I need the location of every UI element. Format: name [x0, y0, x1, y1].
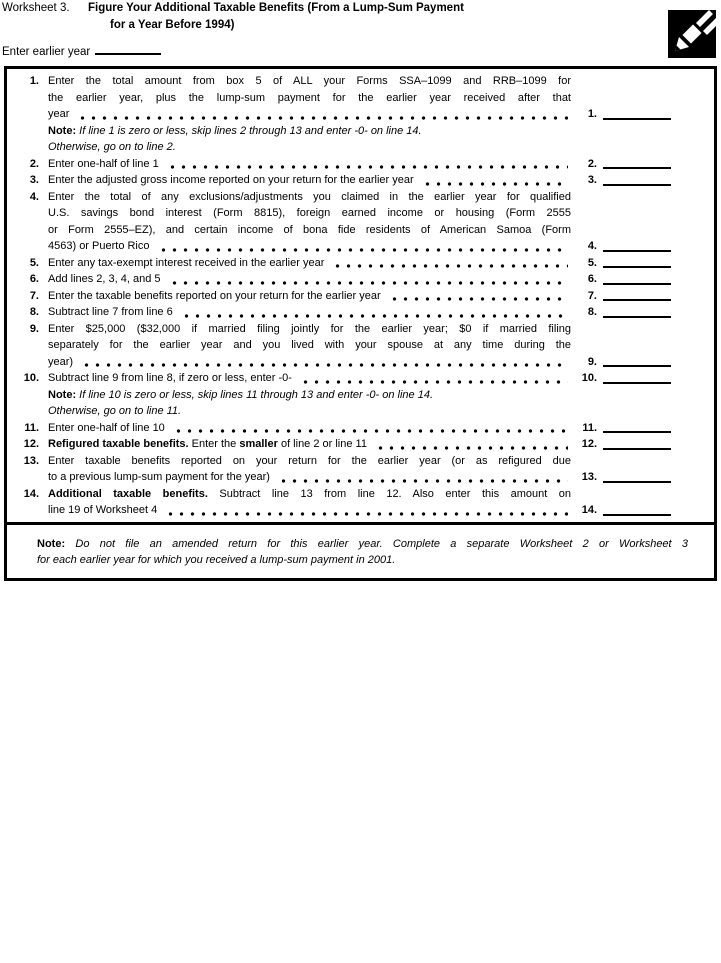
entry-blank: [603, 172, 671, 186]
line-number: 2.: [29, 157, 39, 170]
worksheet-line: [7, 189, 714, 206]
worksheet-line-continuation: [7, 238, 714, 255]
line-text: [48, 238, 571, 255]
line-text: [48, 90, 571, 107]
worksheet-line: [7, 172, 714, 189]
text-segment: Enter the: [188, 438, 240, 450]
worksheet-line: [7, 370, 714, 387]
line-number: [7, 469, 39, 486]
line-number: 8.: [29, 306, 39, 318]
line-number: [7, 387, 39, 404]
worksheet-line-continuation: [7, 222, 714, 239]
text-segment: Subtract line 7 from line 6: [48, 306, 173, 318]
line-text: [48, 337, 571, 354]
entry-cell: [571, 222, 714, 239]
worksheet-line: [7, 453, 714, 470]
text-segment: Do not file an amended return for this earlier year. Complete a separate Worksheet 2 or Worksheet 3: [65, 537, 688, 550]
text-segment: year): [48, 355, 74, 368]
entry-blank: [603, 420, 671, 434]
worksheet-line-continuation: [7, 90, 714, 107]
line-text: [48, 189, 571, 206]
text-segment: If line 1 is zero or less, skip lines 2 through 13 and enter -0- on line 14.: [76, 124, 422, 137]
earlier-year-row: [2, 44, 161, 58]
dot-leader: [74, 106, 568, 123]
text-segment: Note:: [48, 388, 77, 401]
entry-blank: [603, 304, 671, 318]
line-number: 13.: [23, 454, 39, 467]
text-segment: Enter the taxable benefits reported on your return for the earlier year: [48, 289, 381, 302]
entry-cell: [571, 172, 714, 189]
line-number: 3.: [29, 174, 39, 186]
text-segment: Enter one-half of line 10: [48, 421, 165, 434]
line-text: [37, 536, 688, 553]
worksheet-line: [7, 304, 714, 321]
text-segment: to a previous lump-sum payment for the year): [48, 471, 270, 483]
text-segment: of line 2 or line 11: [277, 438, 367, 450]
text-segment: Enter the total amount from box 5 of ALL your Forms SSA–1099 and RRB–1099 for: [48, 75, 571, 87]
dot-leader: [178, 304, 568, 321]
line-text: [48, 387, 571, 404]
worksheet-line-continuation: [7, 139, 714, 156]
worksheet-line: [7, 156, 714, 173]
line-number: 10.: [23, 372, 39, 384]
worksheet-line: [7, 436, 714, 453]
line-text: [48, 255, 571, 272]
line-number: [7, 222, 39, 239]
entry-cell: [571, 189, 714, 206]
text-segment: Note:: [37, 537, 66, 550]
worksheet-line: [7, 321, 714, 338]
text-segment: Note:: [48, 124, 77, 137]
text-segment: separately for the earlier year and you lived with your spouse at any time during the: [48, 339, 571, 351]
worksheet-line: [7, 73, 714, 90]
line-number: 7.: [29, 289, 39, 302]
line-text: [48, 123, 571, 140]
text-segment: Enter any tax-exempt interest received in the earlier year: [48, 256, 325, 269]
text-segment: Refigured taxable benefits.: [48, 438, 189, 450]
worksheet-line-continuation: [7, 469, 714, 486]
line-number: [7, 90, 39, 107]
line-text: [48, 436, 571, 453]
line-number: [7, 502, 39, 519]
line-number: 11.: [24, 421, 39, 434]
worksheet-line-continuation: [7, 403, 714, 420]
line-text: [48, 139, 571, 156]
entry-line-number: 13.: [581, 471, 597, 483]
line-number: 12.: [23, 438, 39, 450]
dot-leader: [164, 156, 568, 173]
worksheet-line: [7, 420, 714, 437]
entry-line-number: 9.: [587, 355, 597, 368]
worksheet-line-continuation: [7, 502, 714, 519]
text-segment: If line 10 is zero or less, skip lines 11 through 13 and enter -0- on line 14.: [76, 388, 433, 401]
worksheet-line-continuation: [7, 205, 714, 222]
worksheet-line-continuation: [7, 552, 714, 569]
line-number: [7, 337, 39, 354]
line-number: 1.: [29, 75, 39, 87]
entry-line-number: 11.: [582, 421, 597, 434]
text-segment: Subtract line 9 from line 8, if zero or less, enter -0-: [48, 372, 292, 384]
entry-cell: [571, 90, 714, 107]
entry-line-number: 5.: [587, 256, 597, 269]
entry-cell: [571, 502, 714, 519]
entry-line-number: 10.: [581, 372, 597, 384]
entry-cell: [571, 139, 714, 156]
dot-leader: [372, 436, 568, 453]
entry-blank: [603, 502, 671, 516]
footer-note-box: [4, 522, 717, 581]
entry-cell: [571, 205, 714, 222]
entry-blank: [603, 238, 671, 252]
entry-line-number: 7.: [587, 289, 597, 302]
entry-cell: [571, 453, 714, 470]
entry-cell: [571, 238, 714, 255]
entry-blank: [603, 255, 671, 269]
dot-leader: [78, 354, 568, 371]
earlier-year-blank: [95, 44, 161, 55]
text-segment: Enter taxable benefits reported on your return for the earlier year (or as refigured due: [48, 454, 571, 467]
entry-blank: [603, 271, 671, 285]
line-number: [7, 354, 39, 371]
dot-leader: [419, 172, 568, 189]
text-segment: or Form 2555–EZ), and certain income of bona fide residents of American Samoa (Form: [48, 223, 571, 236]
line-text: [48, 304, 571, 321]
text-segment: 4563) or Puerto Rico: [48, 240, 150, 252]
entry-blank: [603, 469, 671, 483]
line-text: [48, 288, 571, 305]
line-number: 5.: [29, 256, 39, 269]
worksheet-line: [7, 486, 714, 503]
worksheet-line-continuation: [7, 387, 714, 404]
entry-line-number: 3.: [587, 174, 597, 186]
text-segment: Otherwise, go on to line 11.: [48, 405, 182, 417]
line-number: [7, 403, 39, 420]
entry-cell: [571, 156, 714, 173]
entry-cell: [571, 321, 714, 338]
worksheet-line-continuation: [7, 354, 714, 371]
worksheet-line: [7, 255, 714, 272]
entry-line-number: 6.: [587, 273, 597, 285]
worksheet-title-line1: Figure Your Additional Taxable Benefits (From a Lump-Sum Payment: [88, 2, 464, 14]
line-text: [48, 271, 571, 288]
dot-leader: [166, 271, 568, 288]
entry-cell: [571, 387, 714, 404]
line-text: [48, 403, 571, 420]
text-segment: Enter the total of any exclusions/adjustments you claimed in the earlier year for qualified: [48, 190, 571, 203]
entry-line-number: 14.: [581, 504, 597, 516]
dot-leader: [297, 370, 568, 387]
worksheet-line: [7, 271, 714, 288]
line-text: [48, 156, 571, 173]
line-number: [7, 106, 39, 123]
text-segment: Enter $25,000 ($32,000 if married filing jointly for the earlier year; $0 if married filing: [48, 322, 571, 335]
line-text: [48, 73, 571, 90]
text-segment: Subtract line 13 from line 12. Also enter this amount on: [207, 487, 571, 500]
pencil-icon: [668, 10, 716, 58]
entry-line-number: 8.: [587, 306, 597, 318]
text-segment: line 19 of Worksheet 4: [48, 504, 158, 516]
line-number: [7, 205, 39, 222]
text-segment: year: [48, 108, 70, 120]
entry-blank: [603, 288, 671, 302]
entry-blank: [603, 156, 671, 170]
text-segment: U.S. savings bond interest (Form 8815), foreign earned income or housing (Form 2555: [48, 207, 571, 219]
dot-leader: [275, 469, 568, 486]
line-number: [7, 238, 39, 255]
entry-cell: [571, 106, 714, 123]
entry-line-number: 4.: [587, 240, 597, 252]
text-segment: Add lines 2, 3, 4, and 5: [48, 273, 161, 285]
worksheet-line-continuation: [7, 123, 714, 140]
line-text: [48, 106, 571, 123]
line-number: 14.: [23, 487, 39, 500]
text-segment: Otherwise, go on to line 2.: [48, 141, 176, 153]
line-text: [48, 222, 571, 239]
worksheet-number-label: Worksheet 3.: [2, 2, 70, 14]
line-text: [48, 321, 571, 338]
entry-cell: [571, 420, 714, 437]
entry-cell: [571, 123, 714, 140]
earlier-year-label: Enter earlier year: [2, 46, 91, 58]
entry-cell: [571, 271, 714, 288]
worksheet-line: [7, 288, 714, 305]
line-number: [7, 139, 39, 156]
worksheet-title-line2: for a Year Before 1994): [110, 19, 235, 31]
text-segment: Additional taxable benefits.: [48, 487, 208, 500]
entry-cell: [571, 370, 714, 387]
entry-blank: [603, 106, 671, 120]
entry-cell: [571, 73, 714, 90]
worksheet-line-continuation: [7, 337, 714, 354]
entry-cell: [571, 486, 714, 503]
entry-cell: [571, 469, 714, 486]
line-text: [48, 205, 571, 222]
line-text: [48, 486, 571, 503]
line-number: 6.: [29, 273, 39, 285]
text-segment: Enter one-half of line 1: [48, 157, 159, 170]
entry-cell: [571, 337, 714, 354]
line-text: [48, 370, 571, 387]
dot-leader: [162, 502, 568, 519]
line-text: [48, 453, 571, 470]
line-text: [37, 552, 688, 569]
entry-line-number: 1.: [587, 108, 597, 120]
line-text: [48, 502, 571, 519]
line-text: [48, 172, 571, 189]
entry-cell: [571, 403, 714, 420]
entry-blank: [603, 436, 671, 450]
worksheet-body: [4, 66, 717, 525]
entry-cell: [571, 304, 714, 321]
line-text: [48, 469, 571, 486]
text-segment: for each earlier year for which you received a lump-sum payment in 2001.: [37, 554, 396, 566]
text-segment: smaller: [239, 438, 278, 450]
text-segment: Enter the adjusted gross income reported on your return for the earlier year: [48, 174, 414, 186]
entry-cell: [571, 436, 714, 453]
line-text: [48, 354, 571, 371]
entry-cell: [571, 255, 714, 272]
line-number: 4.: [29, 190, 39, 203]
worksheet-boxes: [4, 66, 717, 581]
dot-leader: [170, 420, 568, 437]
dot-leader: [155, 238, 569, 255]
line-number: [7, 123, 39, 140]
dot-leader: [329, 255, 568, 272]
line-text: [48, 420, 571, 437]
entry-blank: [603, 354, 671, 368]
entry-cell: [571, 288, 714, 305]
line-number: 9.: [29, 322, 39, 335]
dot-leader: [386, 288, 568, 305]
worksheet-line-continuation: [7, 106, 714, 123]
entry-line-number: 2.: [587, 157, 597, 170]
worksheet-line-continuation: [7, 536, 714, 553]
entry-blank: [603, 370, 671, 384]
text-segment: the earlier year, plus the lump-sum payment for the earlier year received after that: [48, 91, 571, 104]
entry-line-number: 12.: [581, 438, 597, 450]
entry-cell: [571, 354, 714, 371]
